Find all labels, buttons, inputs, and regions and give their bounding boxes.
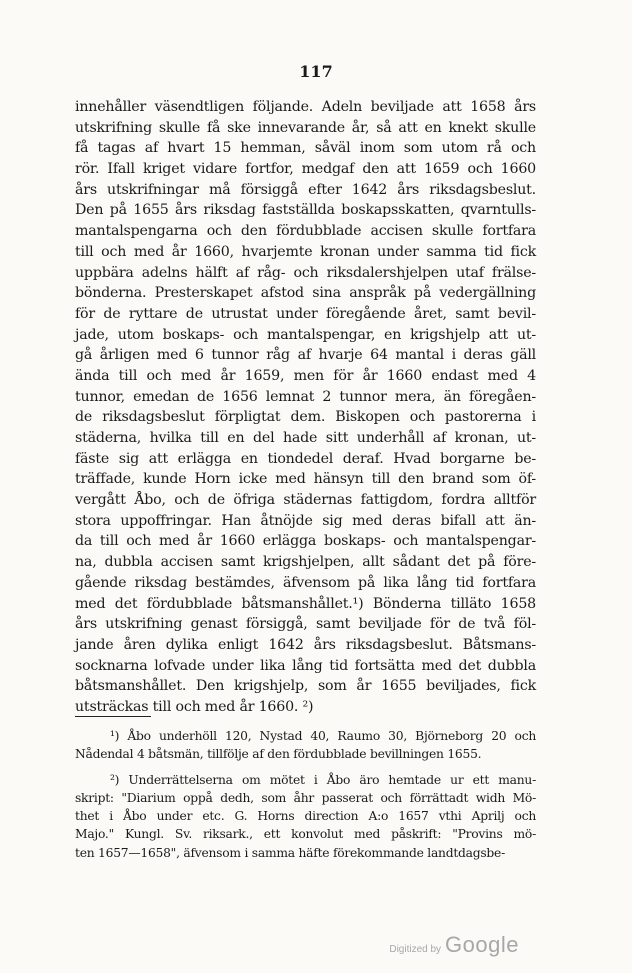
footnote-line: skript: "Diarium oppå dedh, som åhr passerat och förrättadt widh Mö-	[75, 790, 536, 805]
text-line: innehåller väsendtligen följande. Adeln beviljade att 1658 års	[75, 99, 536, 115]
text-line: för de ryttare de utrustat under föregående året, samt bevil-	[75, 305, 536, 322]
text-line: års utskrifningar må försiggå efter 1642 års riksdagsbeslut.	[75, 181, 536, 198]
footnote-line: ²) Underrättelserna om mötet i Åbo äro hemtade ur ett manu-	[110, 772, 536, 787]
footnote-1	[75, 727, 536, 764]
text-line: få tagas af hvart 15 hemman, såväl inom som utom rå och	[75, 140, 536, 157]
text-line: städerna, hvilka till en del hade sitt underhåll af kronan, ut-	[75, 430, 536, 446]
body-text	[75, 97, 536, 718]
text-line: de riksdagsbeslut förpligtat dem. Biskopen och pastorerna i	[75, 409, 536, 426]
text-line: års utskrifning genast försiggå, samt beviljade för de två föl-	[75, 616, 536, 633]
text-line: gå årligen med 6 tunnor råg af hvarje 64 mantal i deras gäll	[75, 347, 536, 364]
text-line: gående riksdag bestämdes, äfvensom på lika lång tid fortfara	[75, 574, 536, 591]
text-line: ända till och med år 1659, men för år 1660 endast med 4	[75, 367, 536, 384]
footnote-line: ¹) Åbo underhöll 120, Nystad 40, Raumo 30, Björneborg 20 och	[110, 729, 536, 743]
google-logo: Google	[445, 932, 519, 957]
footnote-line: ten 1657—1658", äfvensom i samma häfte förekommande landtdagsbe-	[75, 845, 505, 860]
text-line: stora uppoffringar. Han åtnöjde sig med deras bifall att än-	[75, 512, 536, 529]
text-line: mantalspengarna och den fördubblade accisen skulle fortfara	[75, 223, 536, 240]
text-line: tunnor, emedan de 1656 lemnat 2 tunnor mera, än föregåen-	[75, 388, 536, 405]
text-line: uppbära adelns hälft af råg- och riksdalershjelpen utaf frälse-	[75, 264, 536, 281]
footnote-line: Majo." Kungl. Sv. riksark., ett konvolut med påskrift: "Provins mö-	[75, 827, 536, 842]
footnote-gap	[75, 764, 536, 771]
google-digitized-watermark	[389, 932, 519, 958]
text-line: utskrifning skulle få ske innevarande år, så att en knekt skulle	[75, 119, 536, 136]
text-line: Den på 1655 års riksdag fastställda boskapsskatten, qvarntulls-	[75, 202, 536, 219]
text-line: socknarna lofvade under lika lång tid fortsätta med det dubbla	[75, 657, 536, 674]
page-number: 117	[299, 62, 333, 81]
footnote-2	[75, 771, 536, 862]
text-line: båtsmanshållet. Den krigshjelp, som år 1655 beviljades, fick	[75, 678, 536, 695]
text-line: med det fördubblade båtsmanshållet.¹) Bönderna tilläto 1658	[75, 595, 536, 612]
text-line: rör. Ifall kriget vidare fortfor, medgaf den att 1659 och 1660	[75, 161, 536, 178]
text-line: till och med år 1660, hvarjemte kronan under samma tid fick	[75, 243, 536, 260]
text-line: utsträckas till och med år 1660. ²)	[75, 698, 314, 715]
text-line: fäste sig att erlägga en tiondedel deraf. Hvad borgarne be-	[75, 450, 536, 467]
footnote-rule	[75, 716, 151, 717]
watermark-prefix: Digitized by	[389, 944, 442, 955]
text-line: da till och med år 1660 erlägga boskaps- och mantalspengar-	[75, 533, 536, 550]
footnotes	[75, 727, 536, 862]
footnote-line: Nådendal 4 båtsmän, tillfölje af den fördubblade bevillningen 1655.	[75, 747, 482, 762]
text-line: bönderna. Presterskapet afstod sina anspråk på vedergällning	[75, 285, 536, 302]
text-line: vergått Åbo, och de öfriga städernas fattigdom, fordra alltför	[75, 492, 536, 509]
text-line: träffade, kunde Horn icke med hänsyn till den brand som öf-	[75, 471, 536, 488]
footnote-line: thet i Åbo under etc. G. Horns direction A:o 1657 vthi Aprilj och	[75, 809, 536, 824]
text-line: na, dubbla accisen samt krigshjelpen, allt sådant det på före-	[75, 554, 536, 571]
text-line: jade, utom boskaps- och mantalspengar, en krigshjelp att ut-	[75, 326, 536, 343]
text-line: jande åren dylika enligt 1642 års riksdagsbeslut. Båtsmans-	[75, 636, 536, 653]
